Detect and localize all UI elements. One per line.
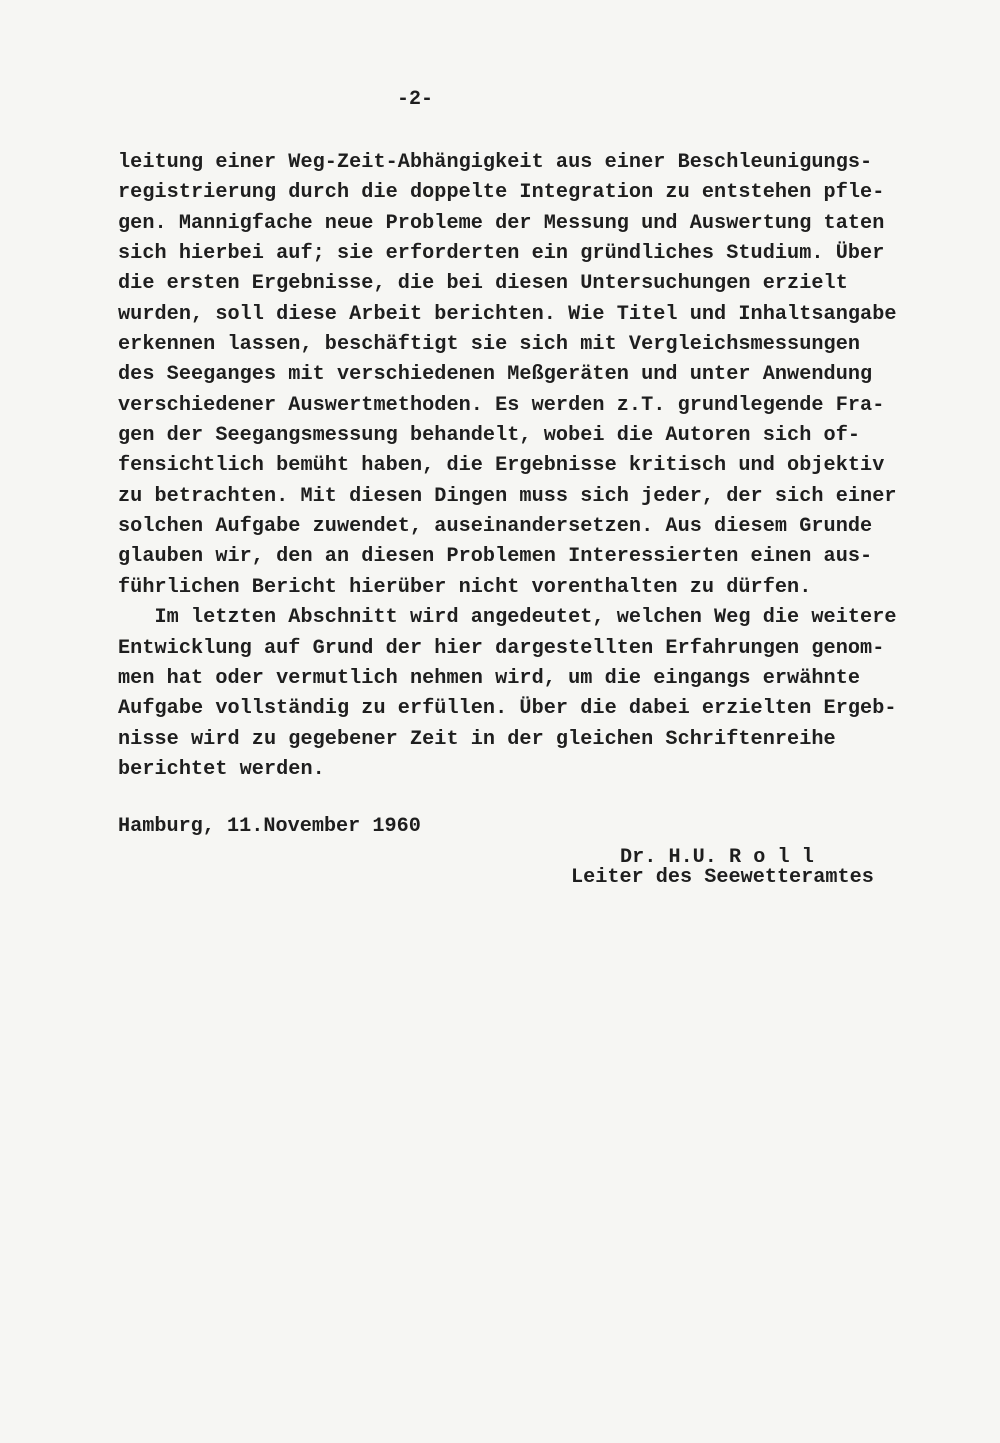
date-line: Hamburg, 11.November 1960 bbox=[118, 815, 421, 838]
text-line: sich hierbei auf; sie erforderten ein gründliches Studium. Über bbox=[118, 242, 885, 266]
text-line: die ersten Ergebnisse, die bei diesen Untersuchungen erzielt bbox=[118, 272, 848, 296]
text-line: gen der Seegangsmessung behandelt, wobei die Autoren sich of- bbox=[118, 424, 861, 448]
body-text bbox=[118, 148, 897, 785]
text-line: gen. Mannigfache neue Probleme der Messung und Auswertung taten bbox=[118, 211, 885, 235]
text-line: Aufgabe vollständig zu erfüllen. Über die dabei erzielten Ergeb- bbox=[118, 697, 897, 721]
text-line: glauben wir, den an diesen Problemen Interessierten einen aus- bbox=[118, 545, 873, 569]
text-line: men hat oder vermutlich nehmen wird, um die eingangs erwähnte bbox=[118, 666, 861, 690]
text-line: leitung einer Weg-Zeit-Abhängigkeit aus einer Beschleunigungs- bbox=[118, 151, 873, 174]
text-line: zu betrachten. Mit diesen Dingen muss sich jeder, der sich einer bbox=[118, 484, 897, 508]
text-line: führlichen Bericht hierüber nicht vorenthalten zu dürfen. bbox=[118, 575, 812, 599]
text-line: Entwicklung auf Grund der hier dargestellten Erfahrungen genom- bbox=[118, 636, 885, 660]
text-line: registrierung durch die doppelte Integration zu entstehen pfle- bbox=[118, 181, 885, 205]
page-number: -2- bbox=[397, 88, 434, 111]
text-line: berichtet werden. bbox=[118, 757, 325, 781]
signature-name: Dr. H.U. R o l l bbox=[620, 846, 814, 869]
text-line: solchen Aufgabe zuwendet, auseinandersetzen. Aus diesem Grunde bbox=[118, 515, 873, 539]
text-line: wurden, soll diese Arbeit berichten. Wie Titel und Inhaltsangabe bbox=[118, 302, 897, 326]
text-line: nisse wird zu gegebener Zeit in der gleichen Schriftenreihe bbox=[118, 727, 836, 751]
text-line: fensichtlich bemüht haben, die Ergebnisse kritisch und objektiv bbox=[118, 454, 885, 478]
text-line: Im letzten Abschnitt wird angedeutet, welchen Weg die weitere bbox=[118, 606, 897, 630]
signature-title: Leiter des Seewetteramtes bbox=[571, 866, 874, 889]
text-line: verschiedener Auswertmethoden. Es werden z.T. grundlegende Fra- bbox=[118, 393, 885, 417]
text-line: des Seeganges mit verschiedenen Meßgeräten und unter Anwendung bbox=[118, 363, 873, 387]
text-line: erkennen lassen, beschäftigt sie sich mit Vergleichsmessungen bbox=[118, 333, 861, 357]
